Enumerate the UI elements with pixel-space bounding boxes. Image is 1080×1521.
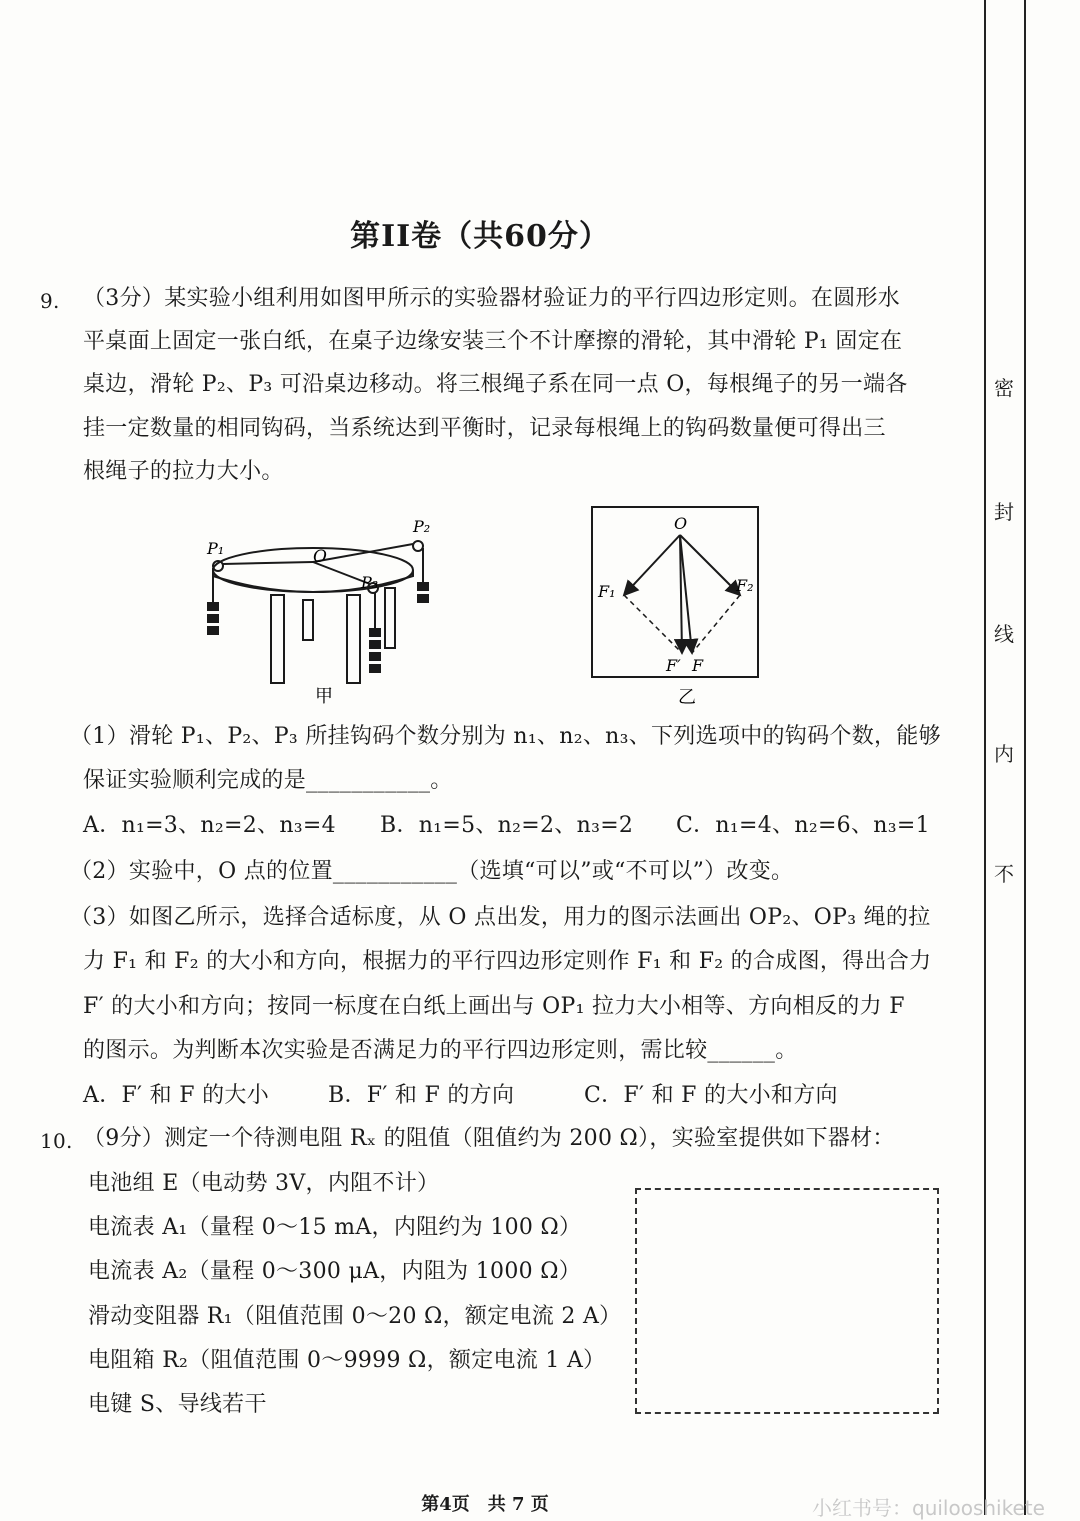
q10-equipment-item: 电键 S、导线若干 xyxy=(88,1392,267,1417)
q9-sub1-option-a: A．n₁=3、n₂=2、n₃=4 xyxy=(83,813,336,838)
q10-stem: （9分）测定一个待测电阻 Rₓ 的阻值（阻值约为 200 Ω），实验室提供如下器材： xyxy=(83,1126,895,1151)
q9-sub3-line: 力 F₁ 和 F₂ 的大小和方向，根据力的平行四边形定则作 F₁ 和 F₂ 的合成图，得出合力 xyxy=(83,949,932,974)
label-f1: F₁ xyxy=(598,582,616,601)
q10-equipment-item: 电流表 A₂（量程 0～300 μA，内阻为 1000 Ω） xyxy=(88,1259,582,1284)
q9-sub1-option-b: B．n₁=5、n₂=2、n₃=2 xyxy=(380,813,634,838)
label-p3: P₃ xyxy=(361,573,379,592)
figure-yi-forces xyxy=(588,503,768,710)
label-f2: F₂ xyxy=(736,576,754,595)
sidebar-char: 内 xyxy=(994,742,1014,766)
q9-text-line: （3分）某实验小组利用如图甲所示的实验器材验证力的平行四边形定则。在圆形水 xyxy=(83,286,901,311)
q9-text-line: 平桌面上固定一张白纸，在桌子边缘安装三个不计摩擦的滑轮，其中滑轮 P₁ 固定在 xyxy=(83,329,903,354)
figure-jia-table xyxy=(195,510,455,710)
label-f: F xyxy=(692,656,704,675)
sidebar-char: 封 xyxy=(994,500,1014,524)
sidebar-char: 密 xyxy=(994,376,1014,400)
q10-equipment-item: 电阻箱 R₂（阻值范围 0～9999 Ω，额定电流 1 A） xyxy=(88,1348,606,1373)
page-footer: 第4页 共 7 页 xyxy=(421,1494,549,1515)
q9-sub1-line: （1）滑轮 P₁、P₂、P₃ 所挂钩码个数分别为 n₁、n₂、n₃、下列选项中的钩码个数，能够 xyxy=(70,724,941,749)
q9-text-line: 根绳子的拉力大小。 xyxy=(83,459,284,484)
sidebar-char: 线 xyxy=(994,622,1014,646)
figure-jia-caption: 甲 xyxy=(315,686,333,707)
q9-sub3-line: （3）如图乙所示，选择合适标度，从 O 点出发，用力的图示法画出 OP₂、OP₃ 绳的拉 xyxy=(70,905,931,930)
q10-equipment-item: 滑动变阻器 R₁（阻值范围 0～20 Ω，额定电流 2 A） xyxy=(88,1304,622,1329)
q9-text-line: 挂一定数量的相同钩码，当系统达到平衡时，记录每根绳上的钩码数量便可得出三 xyxy=(83,416,886,441)
watermark: 小红书号：quilooshikete xyxy=(812,1496,1045,1520)
q9-sub1-option-c: C．n₁=4、n₂=6、n₃=1 xyxy=(676,813,930,838)
q9-sub3-option-c: C．F′ 和 F 的大小和方向 xyxy=(584,1083,838,1108)
sidebar-rule-right xyxy=(1024,0,1026,1515)
figure-yi-caption: 乙 xyxy=(678,687,696,708)
sidebar-char: 不 xyxy=(994,862,1014,886)
q10-equipment-item: 电池组 E（电动势 3V，内阻不计） xyxy=(88,1171,440,1196)
label-fprime: F′ xyxy=(666,656,681,675)
q9-text-line: 桌边，滑轮 P₂、P₃ 可沿桌边移动。将三根绳子系在同一点 O，每根绳子的另一端各 xyxy=(83,372,908,397)
label-o: O xyxy=(674,514,688,533)
q9-sub2-line: （2）实验中，O 点的位置___________（选填“可以”或“不可以”）改变。 xyxy=(70,859,794,884)
sidebar-rule-left xyxy=(984,0,986,1515)
circuit-answer-box[interactable] xyxy=(635,1188,939,1414)
section-title: 第II卷（共60分） xyxy=(350,219,610,254)
q9-sub3-option-a: A．F′ 和 F 的大小 xyxy=(83,1083,269,1108)
label-p2: P₂ xyxy=(413,517,431,536)
q9-sub3-line: 的图示。为判断本次实验是否满足力的平行四边形定则，需比较______。 xyxy=(83,1038,798,1063)
q9-sub3-line: F′ 的大小和方向；按同一标度在白纸上画出与 OP₁ 拉力大小相等、方向相反的力 F xyxy=(83,994,905,1019)
q9-sub3-option-b: B．F′ 和 F 的方向 xyxy=(328,1083,515,1108)
label-o: O xyxy=(313,547,327,567)
question-10-number: 10. xyxy=(40,1129,73,1153)
label-p1: P₁ xyxy=(207,539,225,558)
question-9-number: 9. xyxy=(40,289,60,313)
q9-sub1-line: 保证实验顺利完成的是___________。 xyxy=(83,768,453,793)
q10-equipment-item: 电流表 A₁（量程 0～15 mA，内阻约为 100 Ω） xyxy=(88,1215,582,1240)
